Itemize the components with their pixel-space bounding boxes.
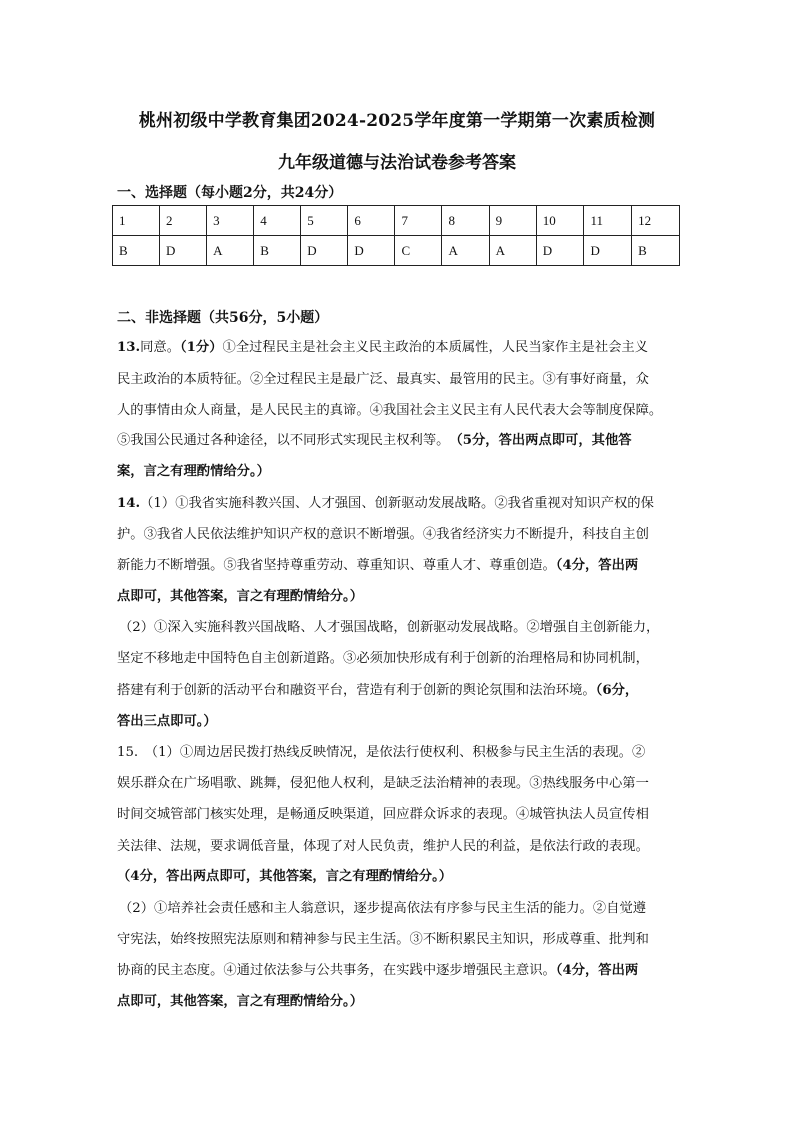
scoring-note: 案，言之有理酌情给分。） xyxy=(117,464,270,479)
answer-text: ①全过程民主是社会主义民主政治的本质属性，人民当家作主是社会主义 xyxy=(222,340,649,355)
answer-cell: D xyxy=(348,236,395,266)
answer-line xyxy=(117,933,687,946)
answer-line xyxy=(117,652,687,665)
answer-cell: B xyxy=(254,236,301,266)
question-number: 8 xyxy=(442,206,489,236)
answer-text: 娱乐群众在广场唱歌、跳舞，侵犯他人权利，是缺乏法治精神的表现。③热线服务中心第一 xyxy=(117,776,649,791)
answer-line xyxy=(117,465,687,478)
answer-line xyxy=(117,684,687,697)
answer-line xyxy=(117,497,687,510)
answer-line xyxy=(117,995,687,1008)
answer-cell: A xyxy=(207,236,254,266)
answer-text: 15. （1）①周边居民拨打热线反映情况，是依法行使权利、积极参与民主生活的表现。② xyxy=(117,745,646,760)
answer-cell: D xyxy=(301,236,348,266)
answer-text: 人的事情由众人商量，是人民民主的真谛。④我国社会主义民主有人民代表大会等制度保障。 xyxy=(117,403,663,418)
question-number: 12 xyxy=(632,206,680,236)
scoring-note: （4分，答出两点即可，其他答案，言之有理酌情给分。） xyxy=(117,869,453,884)
answer-cell: B xyxy=(632,236,680,266)
answer-cell: D xyxy=(536,236,584,266)
question-number: 7 xyxy=(395,206,442,236)
scoring-note: 点即可，其他答案，言之有理酌情给分。） xyxy=(117,589,363,604)
document-subtitle: 九年级道德与法治试卷参考答案 xyxy=(278,153,516,173)
question-number: 4 xyxy=(254,206,301,236)
answer-text: 关法律、法规，要求调低音量，体现了对人民负责，维护人民的利益，是依法行政的表现。 xyxy=(117,839,649,854)
question-number: 3 xyxy=(207,206,254,236)
question-number: 6 xyxy=(348,206,395,236)
answer-line xyxy=(117,373,687,386)
answer-cell: D xyxy=(159,236,206,266)
answer-line xyxy=(117,870,687,883)
scoring-note: （1分） xyxy=(180,340,223,355)
answer-line xyxy=(119,621,689,634)
question-number-row xyxy=(113,206,680,236)
answer-text: （2）①深入实施科教兴国战略、人才强国战略，创新驱动发展战略。②增强自主创新能力， xyxy=(119,620,660,635)
answer-cell: A xyxy=(489,236,536,266)
answer-line xyxy=(117,808,687,821)
answer-line xyxy=(117,964,687,977)
scoring-note: 点即可，其他答案，言之有理酌情给分。） xyxy=(117,994,363,1009)
section-1-heading: 一、选择题（每小题2分，共24分） xyxy=(117,185,343,201)
answer-text: （2）①培养社会责任感和主人翁意识，逐步提高依法有序参与民主生活的能力。②自觉遵 xyxy=(119,901,647,916)
answer-line xyxy=(117,341,687,354)
question-number: 1 xyxy=(113,206,160,236)
answer-text: 守宪法，始终按照宪法原则和精神参与民主生活。③不断积累民主知识，形成尊重、批判和 xyxy=(117,932,649,947)
answer-line xyxy=(117,715,687,728)
answer-text: 护。③我省人民依法维护知识产权的意识不断增强。④我省经济实力不断提升，科技自主创 xyxy=(117,527,649,542)
question-number: 11 xyxy=(584,206,632,236)
scoring-note: 14. xyxy=(117,496,141,511)
answer-line xyxy=(117,559,687,572)
answer-text: 新能力不断增强。⑤我省坚持尊重劳动、尊重知识、尊重人才、尊重创造。 xyxy=(117,558,556,573)
scoring-note: （4分，答出两 xyxy=(555,963,639,978)
answer-line xyxy=(117,840,687,853)
scoring-note: （4分，答出两 xyxy=(555,558,639,573)
answer-cell: A xyxy=(442,236,489,266)
answer-line xyxy=(117,590,687,603)
answer-line xyxy=(117,404,687,417)
section-2-heading: 二、非选择题（共56分，5小题） xyxy=(117,310,329,326)
question-number: 10 xyxy=(536,206,584,236)
scoring-note: 答出三点即可。） xyxy=(117,714,217,729)
answer-text: （1）①我省实施科教兴国、人才强国、创新驱动发展战略。②我省重视对知识产权的保 xyxy=(140,496,654,511)
scoring-note: 13. xyxy=(117,340,141,355)
answer-cell: C xyxy=(395,236,442,266)
answer-cell: D xyxy=(584,236,632,266)
scoring-note: （6分， xyxy=(595,683,639,698)
answer-row xyxy=(113,236,680,266)
answer-text: 时间交城管部门核实处理，是畅通反映渠道，回应群众诉求的表现。④城管执法人员宣传相 xyxy=(117,807,649,822)
scoring-note: （5分，答出两点即可，其他答 xyxy=(456,433,632,448)
answer-text: 民主政治的本质特征。②全过程民主是最广泛、最真实、最管用的民主。③有事好商量，众 xyxy=(117,372,649,387)
answer-text: ⑤我国公民通过各种途径，以不同形式实现民主权利等。 xyxy=(117,433,457,448)
answer-text: 坚定不移地走中国特色自主创新道路。③必须加快形成有利于创新的治理格局和协同机制， xyxy=(117,651,649,666)
answer-text: 协商的民主态度。④通过依法参与公共事务，在实践中逐步增强民主意识。 xyxy=(117,963,556,978)
answer-text: 同意。 xyxy=(140,340,181,355)
question-number: 9 xyxy=(489,206,536,236)
answer-line xyxy=(117,777,687,790)
answer-cell: B xyxy=(113,236,160,266)
answer-line xyxy=(117,528,687,541)
answer-text: 搭建有利于创新的活动平台和融资平台，营造有利于创新的舆论氛围和法治环境。 xyxy=(117,683,596,698)
multiple-choice-answer-table xyxy=(112,205,680,266)
answer-line xyxy=(117,434,687,447)
answer-line xyxy=(117,746,687,759)
answer-line xyxy=(119,902,689,915)
document-title: 桃州初级中学教育集团2024-2025学年度第一学期第一次素质检测 xyxy=(138,111,656,131)
question-number: 2 xyxy=(159,206,206,236)
question-number: 5 xyxy=(301,206,348,236)
